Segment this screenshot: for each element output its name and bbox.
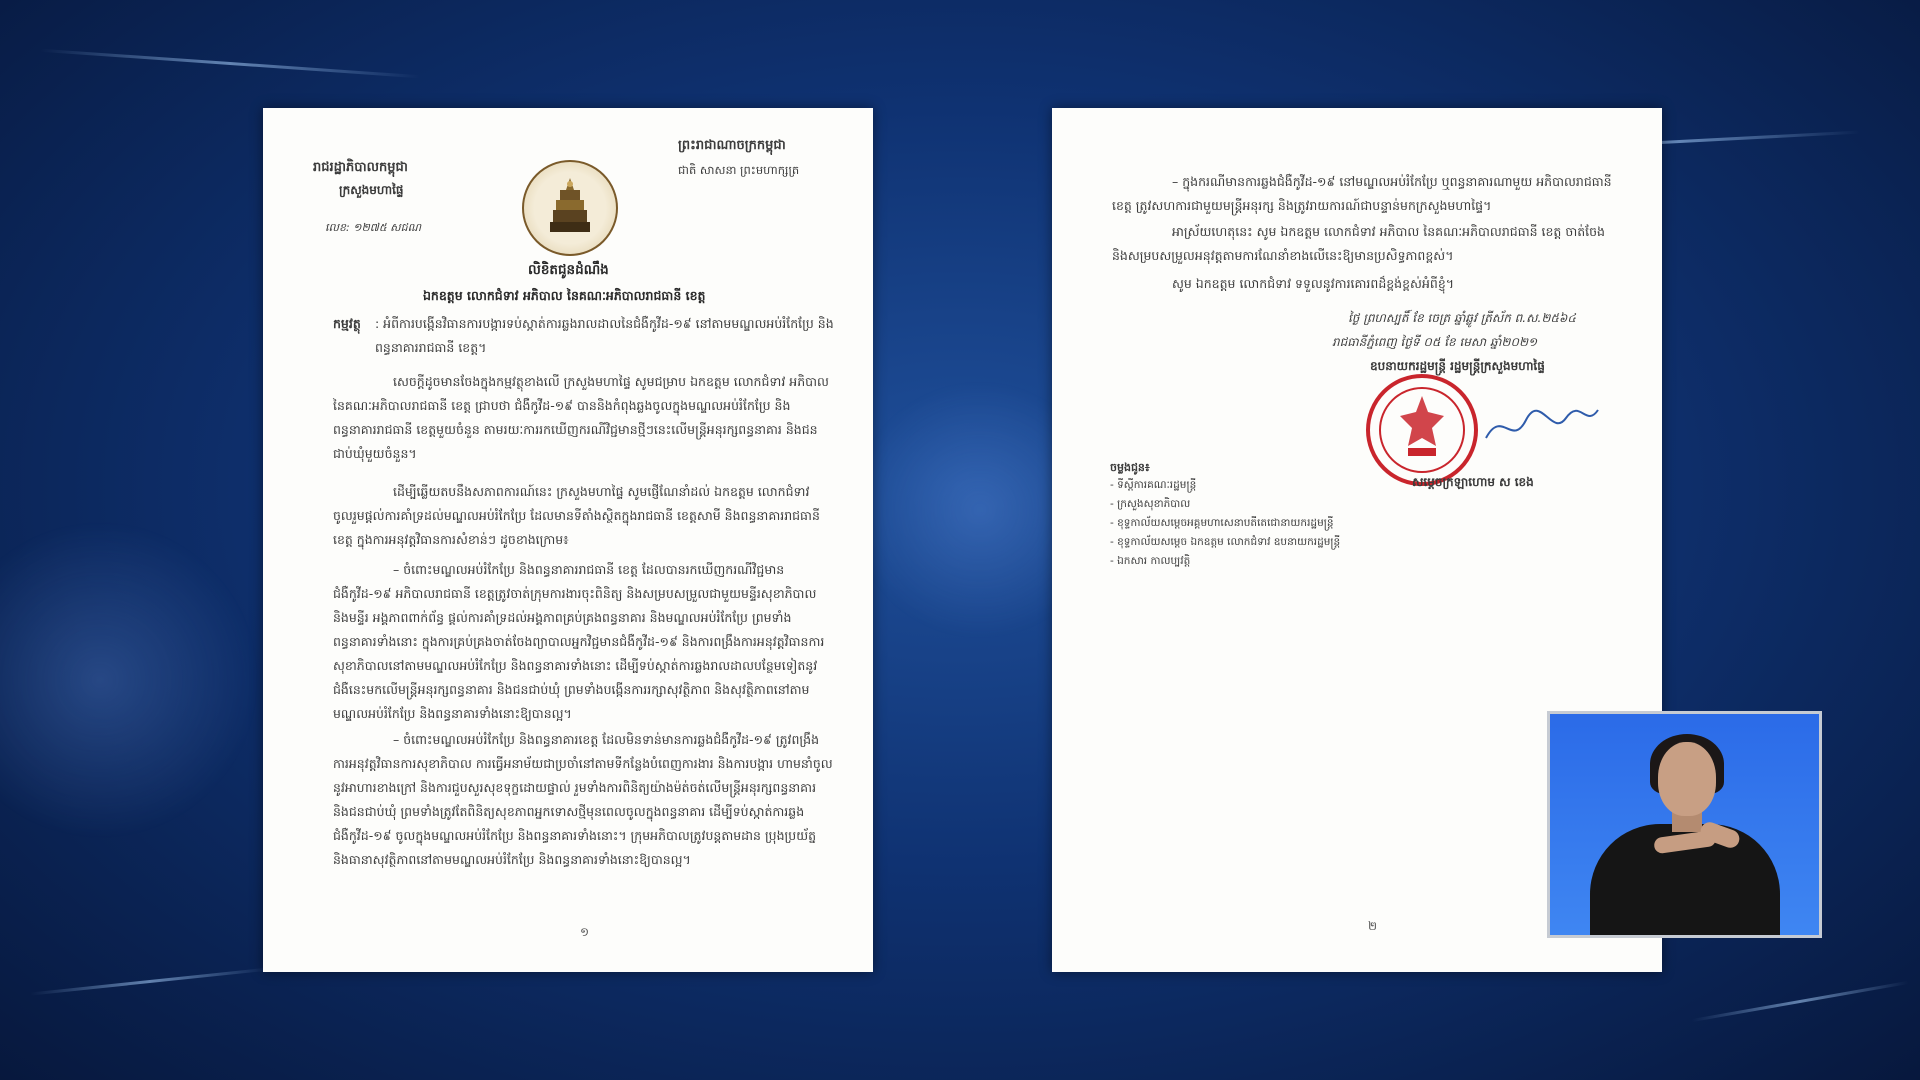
cc-item: - ទីស្តីការគណៈរដ្ឋមន្ត្រី: [1110, 479, 1197, 491]
background-streak: [1691, 981, 1908, 1022]
cc-item: - ខុទ្ទកាល័យសម្តេចអគ្គមហាសេនាបតីតេជោនាយករដ្ឋមន្ត្រី: [1110, 517, 1334, 529]
paragraph: – ចំពោះមណ្ឌលអប់រំកែប្រែ និងពន្ធនាគារខេត្ត ដែលមិនទាន់មានការឆ្លងជំងឺកូវីដ-១៩ ត្រូវពង្រឹងការអនុវត្តវិធានការសុខាភិបាល ការធ្វើអនាម័យជាប្រចាំនៅតាមទីកន្លែងបំពេញការងារ និងការបង្ការ ហាមនាំចូលនូវអាហារខាងក្រៅ និងការជួបសួរសុខទុក្ខដោយផ្ទាល់ រួមទាំងការពិនិត្យយ៉ាងម៉ត់ចត់លើមន្ត្រីអនុរក្សពន្ធនាគារ និងជនជាប់ឃុំ ព្រមទាំងត្រូវតែពិនិត្យសុខភាពអ្នកទោសថ្មីមុនពេលចូលក្នុងពន្ធនាគារ ដើម្បីទប់ស្កាត់ការឆ្លងជំងឺកូវីដ-១៩ ចូលក្នុងមណ្ឌលអប់រំកែប្រែ និងពន្ធនាគារទាំងនោះ។ ក្រុមអភិបាលត្រូវបន្តតាមដាន ប្រុងប្រយ័ត្ន និងធានាសុវត្ថិភាពនៅតាមមណ្ឌលអប់រំកែប្រែ និងពន្ធនាគារទាំងនោះឱ្យបានល្អ។: [333, 732, 833, 867]
background-glow: [0, 520, 260, 840]
interpreter-face: [1658, 742, 1716, 816]
signer-name: សម្តេចក្រឡាហោម ស ខេង: [1412, 475, 1534, 489]
document-title: លិខិតជូនដំណឹង: [528, 262, 609, 278]
date-lunar: ថ្ងៃ ព្រហស្បតិ៍ ខែ ចេត្រ ឆ្នាំឆ្លូវ ត្រីស័ក ព.ស.២៥៦៤: [1348, 311, 1576, 325]
cc-label: ចម្លងជូន៖: [1110, 461, 1150, 474]
paragraph: សូម ឯកឧត្តម លោកជំទាវ ទទួលនូវការគោរពដ៏ខ្ពង់ខ្ពស់អំពីខ្ញុំ។: [1172, 276, 1455, 291]
page-number: ២: [1368, 919, 1378, 933]
header-motto: ជាតិ សាសនា ព្រះមហាក្សត្រ: [678, 163, 800, 177]
cc-item: - ខុទ្ទកាល័យសម្តេច ឯកឧត្តម លោកជំទាវ ឧបនាយករដ្ឋមន្ត្រី: [1110, 536, 1341, 548]
sign-language-interpreter-video: [1547, 711, 1822, 938]
signature-icon: [1482, 398, 1602, 458]
paragraph: – ចំពោះមណ្ឌលអប់រំកែប្រែ និងពន្ធនាគាររាជធានី ខេត្ត ដែលបានរកឃើញករណីវិជ្ជមានជំងឺកូវីដ-១៩ អភិបាលរាជធានី ខេត្តត្រូវចាត់ក្រុមការងារចុះពិនិត្យ និងសម្របសម្រួលជាមួយមន្ទីរសុខាភិបាល និងមន្ទីរ អង្គភាពពាក់ព័ន្ធ ផ្តល់ការគាំទ្រដល់អង្គភាពគ្រប់គ្រងពន្ធនាគារ និងមណ្ឌលអប់រំកែប្រែ ព្រមទាំងពន្ធនាគារទាំងនោះ ក្នុងការគ្រប់គ្រងចាត់ចែងព្យាបាលអ្នកវិជ្ជមានជំងឺកូវីដ-១៩ និងការពង្រឹងការអនុវត្តវិធានការសុខាភិបាលនៅតាមមណ្ឌលអប់រំកែប្រែ និងពន្ធនាគារទាំងនោះ ដើម្បីទប់ស្កាត់ការឆ្លងរាលដាលបន្ថែមទៀតនូវជំងឺនេះមកលើមន្ត្រីអនុរក្សពន្ធនាគារ និងជនជាប់ឃុំ ព្រមទាំងបង្កើនការរក្សាសុវត្ថិភាព និងសុវត្ថិភាពនៅតាមមណ្ឌលអប់រំកែប្រែ និងពន្ធនាគារទាំងនោះឱ្យបានល្អ។: [333, 562, 825, 721]
paragraph: សេចក្តីដូចមានចែងក្នុងកម្មវត្ថុខាងលើ ក្រសួងមហាផ្ទៃ សូមជម្រាប ឯកឧត្តម លោកជំទាវ អភិបាល នៃគណៈអភិបាលរាជធានី ខេត្ត ជ្រាបថា ជំងឺកូវីដ-១៩ បាននិងកំពុងឆ្លងចូលក្នុងមណ្ឌលអប់រំកែប្រែ និងពន្ធនាគាររាជធានី ខេត្តមួយចំនួន តាមរយៈការរកឃើញករណីវិជ្ជមានថ្មីៗនេះលើមន្ត្រីអនុរក្សពន្ធនាគារ និងជនជាប់ឃុំមួយចំនួន។: [333, 374, 829, 461]
cc-item: - ក្រសួងសុខាភិបាល: [1110, 498, 1191, 510]
date-gregorian: រាជធានីភ្នំពេញ ថ្ងៃទី ០៥ ខែ មេសា ឆ្នាំ២០២១: [1332, 335, 1538, 349]
paragraph: – ក្នុងករណីមានការឆ្លងជំងឺកូវីដ-១៩ នៅមណ្ឌលអប់រំកែប្រែ ឬពន្ធនាគារណាមួយ អភិបាលរាជធានី ខេត្ត ត្រូវសហការជាមួយមន្ត្រីអនុរក្ស និងត្រូវរាយការណ៍ជាបន្ទាន់មកក្រសួងមហាផ្ទៃ។: [1112, 174, 1612, 213]
subject-text: : អំពីការបង្កើនវិធានការបង្ការទប់ស្កាត់ការឆ្លងរាលដាលនៃជំងឺកូវីដ-១៩ នៅតាមមណ្ឌលអប់រំកែប្រែ និងពន្ធនាគាររាជធានី ខេត្ត។: [375, 316, 834, 355]
paragraph: អាស្រ័យហេតុនេះ សូម ឯកឧត្តម លោកជំទាវ អភិបាល នៃគណៈអភិបាលរាជធានី ខេត្ត ចាត់ចែង និងសម្របសម្រួលអនុវត្តតាមការណែនាំខាងលើនេះឱ្យមានប្រសិទ្ធភាពខ្ពស់។: [1112, 224, 1605, 263]
paragraph: ដើម្បីឆ្លើយតបនឹងសភាពការណ៍នេះ ក្រសួងមហាផ្ទៃ សូមផ្ញើណែនាំដល់ ឯកឧត្តម លោកជំទាវ ចូលរួមផ្តល់ការគាំទ្រដល់មណ្ឌលអប់រំកែប្រែ ដែលមានទីតាំងស្ថិតក្នុងរាជធានី ខេត្តសាមី និងពន្ធនាគាររាជធានី ខេត្ត ក្នុងការអនុវត្តវិធានការសំខាន់ៗ ដូចខាងក្រោម៖: [333, 484, 820, 547]
cc-item: - ឯកសារ កាលប្បវត្តិ: [1110, 555, 1191, 567]
background-streak: [31, 967, 270, 995]
subject-label: កម្មវត្ថុ: [333, 316, 361, 331]
header-kingdom: ព្រះរាជាណាចក្រកម្ពុជា: [678, 138, 786, 153]
document-page-1: [263, 108, 873, 972]
signer-title: ឧបនាយករដ្ឋមន្ត្រី រដ្ឋមន្ត្រីក្រសួងមហាផ្ទៃ: [1370, 359, 1545, 373]
page-number: ១: [580, 925, 590, 939]
header-ministry: ក្រសួងមហាផ្ទៃ: [339, 183, 404, 197]
recipient-line: ឯកឧត្តម លោកជំទាវ អភិបាល នៃគណៈអភិបាលរាជធានី ខេត្ត: [423, 288, 706, 303]
reference-number: លេខ: ១២៧៥ សជណ: [325, 221, 421, 234]
royal-crown-emblem-icon: [522, 160, 618, 256]
background-streak: [40, 49, 419, 79]
header-government: រាជរដ្ឋាភិបាលកម្ពុជា: [313, 160, 408, 175]
